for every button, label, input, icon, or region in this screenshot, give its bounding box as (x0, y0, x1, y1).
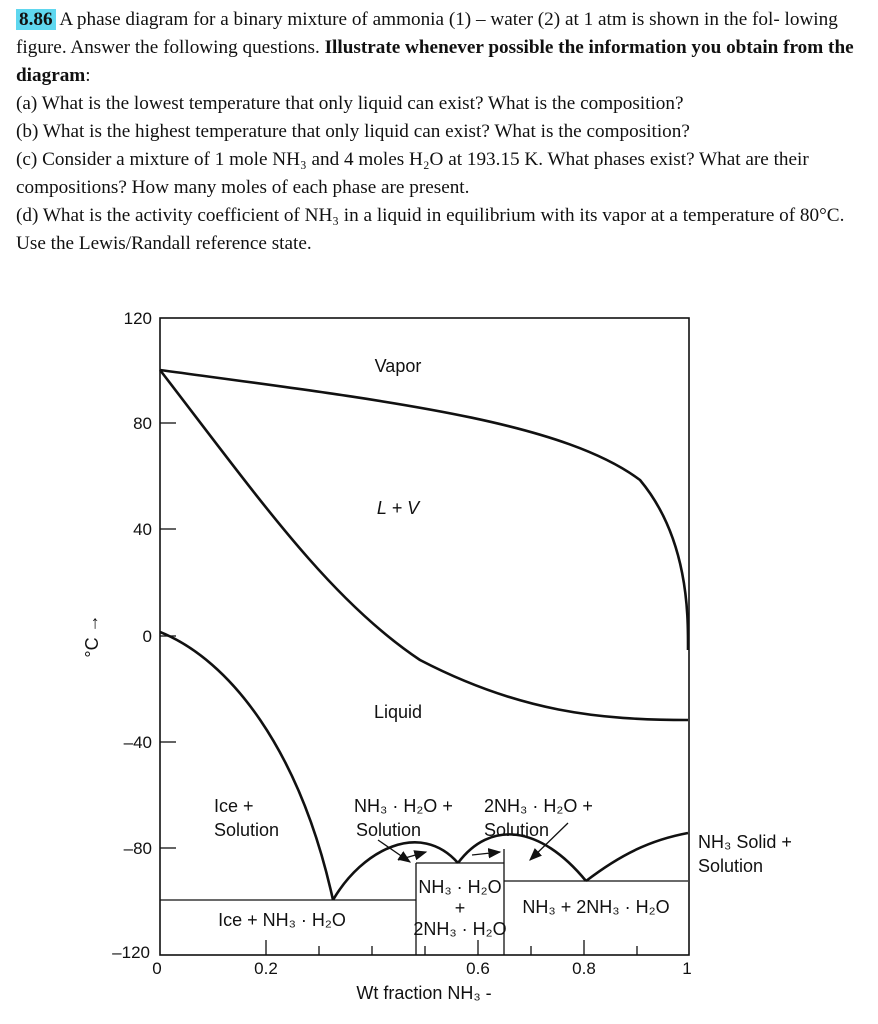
region-ice-solution-2: Solution (214, 820, 280, 840)
y-tick-label: 80 (133, 414, 152, 433)
y-tick-label: 40 (133, 520, 152, 539)
intro-end: : (85, 65, 91, 86)
x-tick-label: 1 (682, 959, 692, 978)
region-nh3solid-solution-2: Solution (698, 856, 764, 876)
plot-frame (160, 318, 689, 955)
intro-text: A phase diagram for a binary mixture of ammonia (1) – water (2) at 1 atm is shown in the fol- lowing figure. Answer the following questions. (16, 9, 838, 58)
problem-statement (16, 6, 862, 258)
nh3-liquidus-curve (586, 833, 688, 881)
phase-diagram (0, 300, 878, 1020)
region-box-1: NH₃ · H₂O (418, 877, 502, 897)
region-nh3h2o-solution-2: Solution (356, 820, 422, 840)
y-tick-label: 0 (142, 627, 152, 646)
y-tick-label: –120 (112, 943, 150, 962)
part-c: (c) Consider a mixture of 1 mole NH₃ and 4 moles H₂O at 193.15 K. What phases exist? What are their compositions? How many moles of each phase are present. (16, 149, 809, 198)
2nh3h2o-liquidus-curve (458, 834, 586, 881)
x-tick-label: 0 (152, 959, 162, 978)
x-ticks (266, 940, 637, 955)
part-d: (d) What is the activity coefficient of NH₃ in a liquid in equilibrium with its vapor at a temperature of 80°C. Use the Lewis/Randall reference state. (16, 205, 845, 254)
x-tick-label: 0.2 (254, 959, 278, 978)
region-lv: L + V (376, 498, 420, 518)
region-nh3h2o-solution-1: NH₃ · H₂O + (354, 796, 453, 816)
region-ice-nh3h2o: Ice + NH₃ · H₂O (218, 910, 346, 930)
x-tick-label: 0.6 (466, 959, 490, 978)
region-2nh3h2o-solution-1: 2NH₃ · H₂O + (484, 796, 593, 816)
x-axis-label: Wt fraction NH₃ - (356, 983, 492, 1003)
part-a: (a) What is the lowest temperature that only liquid can exist? What is the composition? (16, 93, 684, 114)
region-box-3: 2NH₃ · H₂O (413, 919, 507, 939)
region-2nh3h2o-solution-2: Solution (484, 820, 550, 840)
ice-liquidus-curve (160, 632, 333, 900)
part-b: (b) What is the highest temperature that only liquid can exist? What is the composition? (16, 121, 690, 142)
region-liquid: Liquid (373, 702, 423, 722)
arrow-mid-peak (472, 852, 500, 855)
region-nh3-2nh3h2o: NH₃ + 2NH₃ · H₂O (522, 897, 670, 917)
y-tick-label: –80 (123, 839, 152, 858)
intro-bold-text: Illustrate whenever possible the information you obtain from the diagram (16, 37, 854, 86)
bubble-point-curve (160, 370, 688, 720)
region-ice-solution-1: Ice + (214, 796, 254, 816)
y-axis-label: °C → (82, 614, 102, 658)
x-tick-label: 0.8 (572, 959, 596, 978)
y-tick-label: –40 (123, 733, 152, 752)
dew-point-curve (160, 370, 688, 650)
region-box-2: + (454, 898, 466, 918)
region-vapor: Vapor (374, 356, 422, 376)
problem-number: 8.86 (16, 9, 56, 30)
y-tick-label: 120 (123, 309, 152, 328)
region-nh3solid-solution-1: NH₃ Solid + (698, 832, 792, 852)
problem-intro (16, 6, 862, 90)
